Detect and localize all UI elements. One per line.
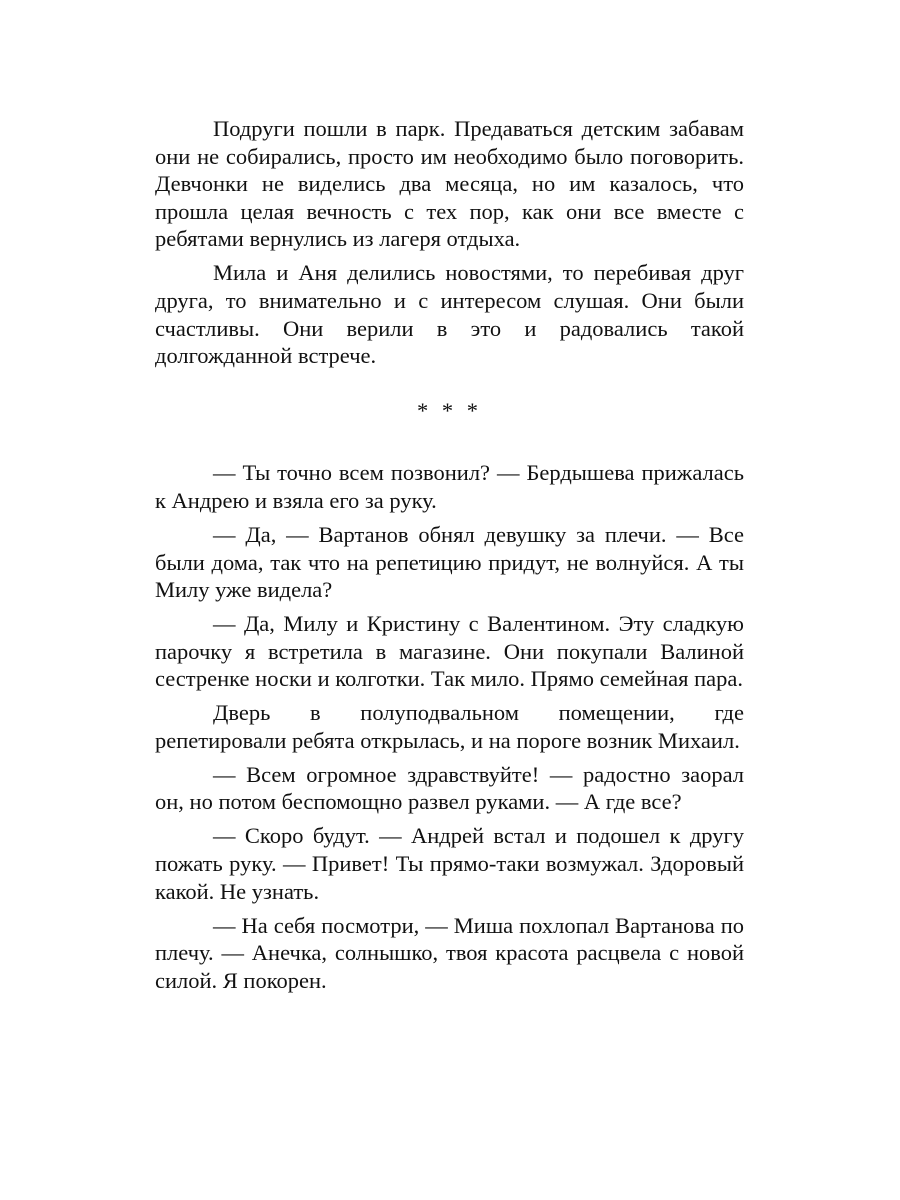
paragraph-dialogue: — Да, Милу и Кристину с Валентином. Эту сладкую парочку я встретила в магазине. Они покупали Валиной сестренке носки и колготки. Так мило. Прямо семейная пара. (155, 611, 744, 692)
paragraph-dialogue: — На себя посмотри, — Миша похлопал Вартанова по плечу. — Анечка, солнышко, твоя красота расцвела с новой силой. Я покорен. (155, 912, 744, 993)
paragraph-mila-anya-news: Мила и Аня делились новостями, то перебивая друг друга, то внимательно и с интересом слушая. Они были счастливы. Они верили в это и радовались такой долгожданной встрече. (155, 260, 744, 369)
paragraph-narration: Дверь в полуподвальном помещении, где репетировали ребята открылась, и на пороге возник Михаил. (155, 700, 744, 753)
paragraph-dialogue: — Скоро будут. — Андрей встал и подошел к другу пожать руку. — Привет! Ты прямо-таки возмужал. Здоровый какой. Не узнать. (155, 823, 744, 904)
book-page (155, 115, 744, 1001)
section-separator: * * * (417, 397, 482, 423)
paragraph-dialogue: — Да, — Вартанов обнял девушку за плечи. — Все были дома, так что на репетицию придут, не волнуйся. А ты Милу уже видела? (155, 521, 744, 603)
paragraph-dialogue: — Всем огромное здравствуйте! — радостно заорал он, но потом беспомощно развел руками. — А где все? (155, 761, 744, 815)
paragraph-dialogue: — Ты точно всем позвонил? — Бердышева прижалась к Андрею и взяла его за руку. (155, 460, 744, 513)
paragraph-friends-park: Подруги пошли в парк. Предаваться детским забавам они не собирались, просто им необходимо было поговорить. Девчонки не виделись два месяца, но им казалось, что прошла целая вечность с тех пор, как они все вместе с ребятами вернулись из лагеря отдыха. (155, 116, 744, 252)
